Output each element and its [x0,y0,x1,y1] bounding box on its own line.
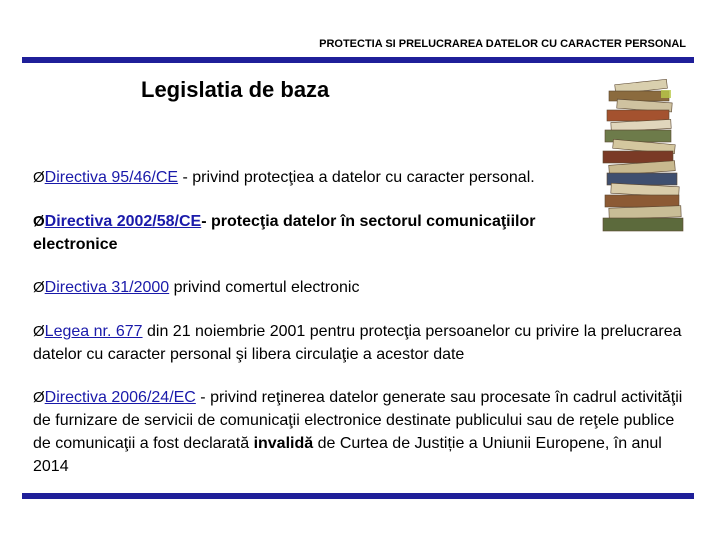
list-item [33,386,683,478]
item-text: - privind protecţiea a datelor cu caracter personal. [178,169,535,186]
slide-title: Legislatia de baza [141,77,330,102]
item-text: - privind reţinerea datelor generate sau procesate în cadrul activităţii de furnizare de servicii de comunicaţii electronice destinate publicului sau de reţele publice de comunicaţii a fost declarată [33,389,683,452]
directiva-95-46-link[interactable]: Directiva 95/46/CE [44,169,179,186]
arrow-bullet-icon: Ø [33,213,45,230]
list-item [33,166,535,189]
item-text: - protecţia datelor în sectorul comunicaţiilor electronice [33,213,536,253]
slide-header: PROTECTIA SI PRELUCRAREA DATELOR CU CARACTER PERSONAL [319,38,686,50]
arrow-bullet-icon: Ø [33,323,45,340]
legea-677-link[interactable]: Legea nr. 677 [44,323,143,340]
directiva-2002-58-link[interactable]: Directiva 2002/58/CE [44,213,202,230]
arrow-bullet-icon: Ø [33,389,45,406]
directiva-2006-24-link[interactable]: Directiva 2006/24/EC [44,389,196,406]
directiva-31-2000-link[interactable]: Directiva 31/2000 [44,279,170,296]
arrow-bullet-icon: Ø [33,169,45,186]
item-text: privind comertul electronic [169,279,360,296]
invalid-emphasis: invalidă [253,435,314,452]
arrow-bullet-icon: Ø [33,279,45,296]
bottom-divider [22,493,694,499]
list-item [33,210,623,256]
item-text: din 21 noiembrie 2001 pentru protecţia persoanelor cu privire la prelucrarea datelor cu caracter personal şi libera circulaţie a acestor date [33,323,682,363]
list-item [33,276,359,299]
top-divider [22,57,694,63]
item-text: de Curtea de Justiție a Uniunii Europene, în anul 2014 [33,435,662,475]
list-item [33,320,683,366]
